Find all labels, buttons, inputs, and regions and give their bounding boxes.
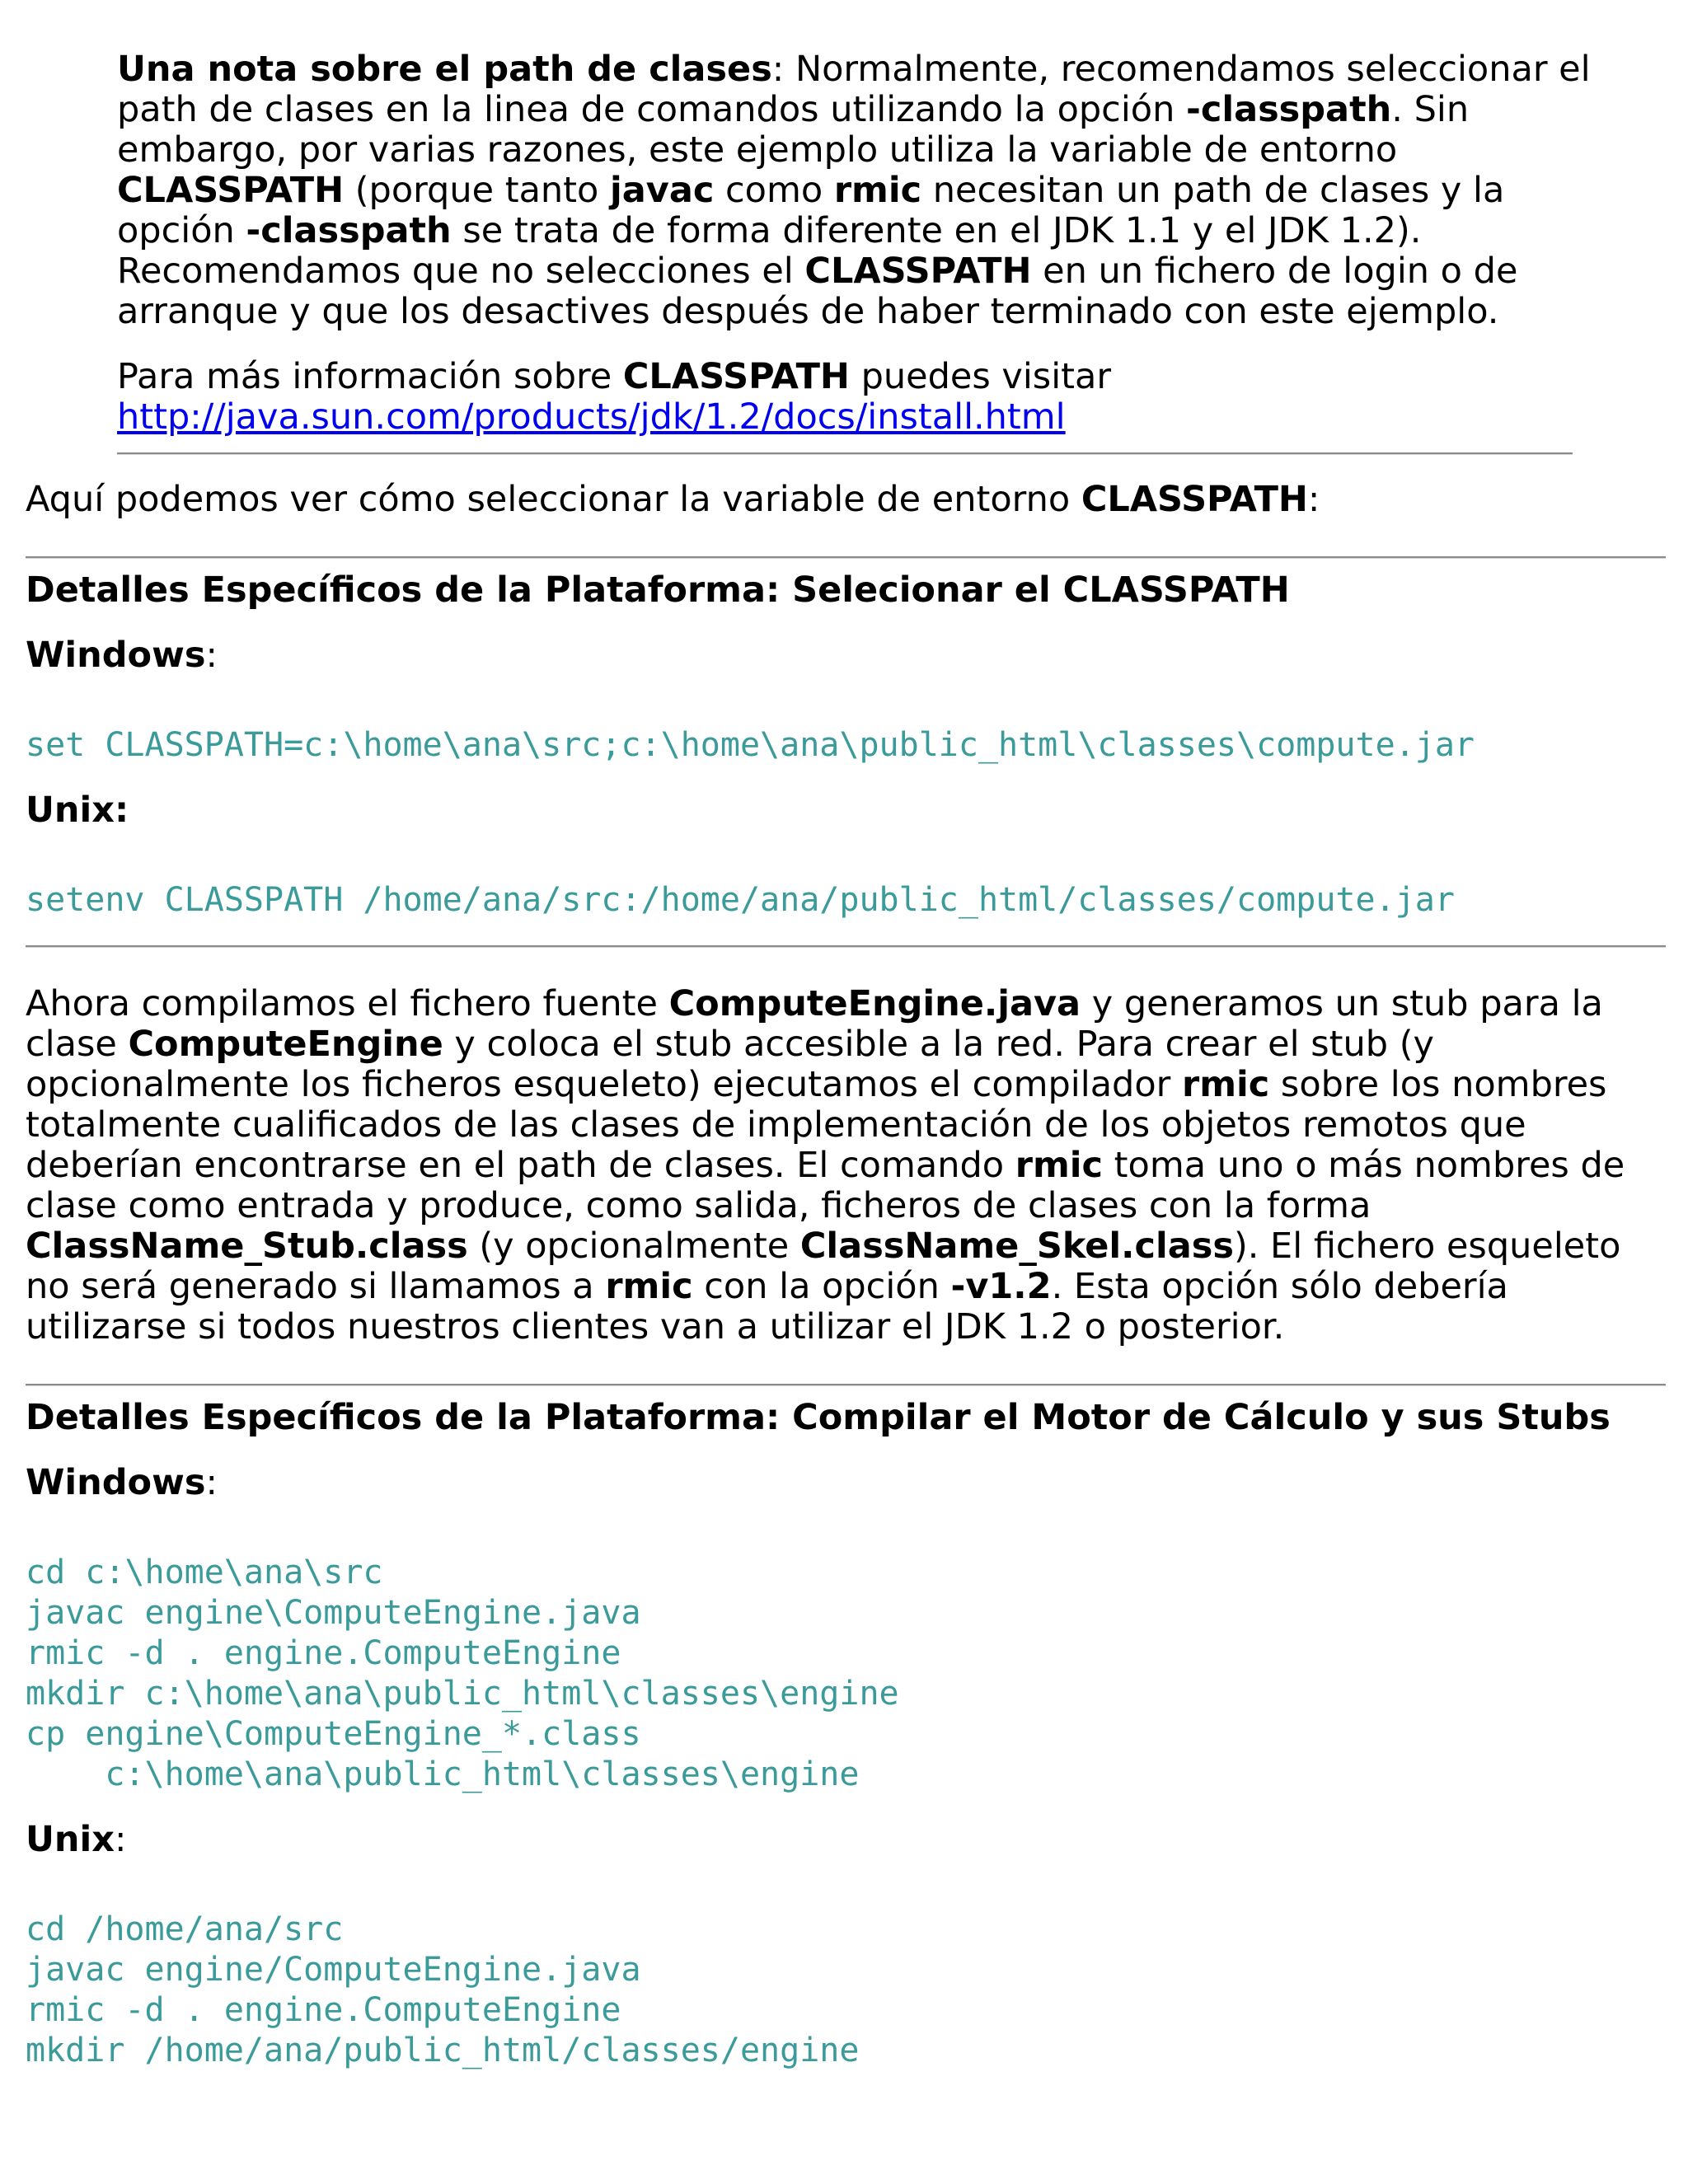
text-run: (porque tanto: [344, 170, 611, 211]
bold-term: CLASSPATH: [117, 170, 345, 211]
bold-term: ClassName_Skel.class: [799, 1226, 1234, 1267]
bold-term: CLASSPATH: [1081, 479, 1308, 520]
section2-unix-code: cd /home/ana/src javac engine/ComputeEngine.java rmic -d . engine.ComputeEngine mkdir /home/ana/public_html/classes/engine: [26, 1910, 860, 2069]
bold-term: rmic: [833, 170, 922, 211]
text-run: se trata de forma diferente en el JDK 1.1 y el JDK 1.2). Recomendamos que no selecciones el: [117, 210, 1422, 292]
classpath-note: [117, 49, 1601, 438]
section2-unix-label: Unix:: [26, 1819, 127, 1860]
section2-windows-code: cd c:\home\ana\src javac engine\ComputeEngine.java rmic -d . engine.ComputeEngine mkdir c:\home\ana\public_html\classes\engine cp engine\ComputeEngine_*.class c:\home\ana\public_html\classes\engine: [26, 1554, 899, 1793]
bold-term: ComputeEngine: [128, 1024, 443, 1065]
text-run: (y opcionalmente: [467, 1226, 800, 1267]
bold-term: CLASSPATH: [804, 251, 1032, 292]
text-run: como: [714, 170, 834, 211]
text-run: Aquí podemos ver cómo seleccionar la variable de entorno: [26, 479, 1081, 520]
section1-unix-label: Unix:: [26, 790, 129, 831]
text-run: y coloca el stub accesible a la red. Para crear el stub (y opcionalmente los ficheros esqueleto) ejecutamos el compilador: [26, 1024, 1434, 1105]
bold-term: -v1.2: [950, 1266, 1052, 1307]
bold-term: ClassName_Stub.class: [26, 1226, 468, 1267]
text-run: :: [1307, 479, 1320, 520]
bold-term: javac: [610, 170, 715, 211]
bold-term: -classpath: [246, 210, 452, 251]
note-more-info-text: [117, 356, 1111, 397]
compile-paragraph: [26, 984, 1666, 1347]
text-run: : Normalmente, recomendamos seleccionar el path de clases en la linea de comandos utilizando la opción: [117, 49, 1591, 130]
section2-top-divider: [26, 1384, 1666, 1386]
bold-term: rmic: [1015, 1145, 1103, 1186]
text-run: necesitan un path de clases y la opción: [117, 170, 1505, 251]
text-run: ). El fichero esqueleto no será generado si llamamos a: [26, 1226, 1621, 1307]
section1-unix-code: setenv CLASSPATH /home/ana/src:/home/ana/public_html/classes/compute.jar: [26, 881, 1455, 919]
text-run: en un fichero de login o de arranque y que los desactives después de haber terminado con este ejemplo.: [117, 251, 1518, 332]
text-run: toma uno o más nombres de clase como entrada y produce, como salida, ficheros de clases con la forma: [26, 1145, 1625, 1226]
section1-top-divider: [26, 556, 1666, 559]
intro-paragraph: [26, 480, 1666, 520]
install-docs-link[interactable]: http://java.sun.com/products/jdk/1.2/docs/install.html: [117, 396, 1066, 438]
bold-term: Una nota sobre el path de clases: [117, 49, 772, 90]
bold-term: CLASSPATH: [622, 356, 850, 397]
text-run: con la opción: [692, 1266, 951, 1307]
text-run: . Sin embargo, por varias razones, este ejemplo utiliza la variable de entorno: [117, 89, 1470, 171]
document-page: [26, 49, 1666, 2096]
bold-term: rmic: [605, 1266, 693, 1307]
bold-term: -classpath: [1186, 89, 1392, 130]
text-run: y generamos un stub para la clase: [26, 983, 1603, 1065]
text-run: Para más información sobre: [117, 356, 623, 397]
text-run: Ahora compilamos el fichero fuente: [26, 983, 669, 1024]
section1-windows-code: set CLASSPATH=c:\home\ana\src;c:\home\ana\public_html\classes\compute.jar: [26, 726, 1475, 764]
bold-term: rmic: [1182, 1064, 1270, 1105]
text-run: sobre los nombres totalmente cualificados de las clases de implementación de los objetos remotos que deberían encontrarse en el path de clases. El comando: [26, 1064, 1607, 1186]
bold-term: ComputeEngine.java: [668, 983, 1081, 1024]
text-run: puedes visitar: [849, 356, 1112, 397]
section2-windows-label: Windows:: [26, 1462, 218, 1503]
section1-heading: Detalles Específicos de la Plataforma: Selecionar el CLASSPATH: [26, 569, 1290, 611]
note-paragraph: [117, 49, 1601, 332]
section1-windows-label: Windows:: [26, 635, 218, 676]
text-run: . Esta opción sólo debería utilizarse si todos nuestros clientes van a utilizar el JDK 1.2 o posterior.: [26, 1266, 1508, 1347]
section2-heading: Detalles Específicos de la Plataforma: Compilar el Motor de Cálculo y sus Stubs: [26, 1397, 1611, 1438]
section1-bottom-divider: [26, 945, 1666, 948]
note-more-info: [117, 357, 1601, 438]
note-divider: [117, 452, 1573, 455]
